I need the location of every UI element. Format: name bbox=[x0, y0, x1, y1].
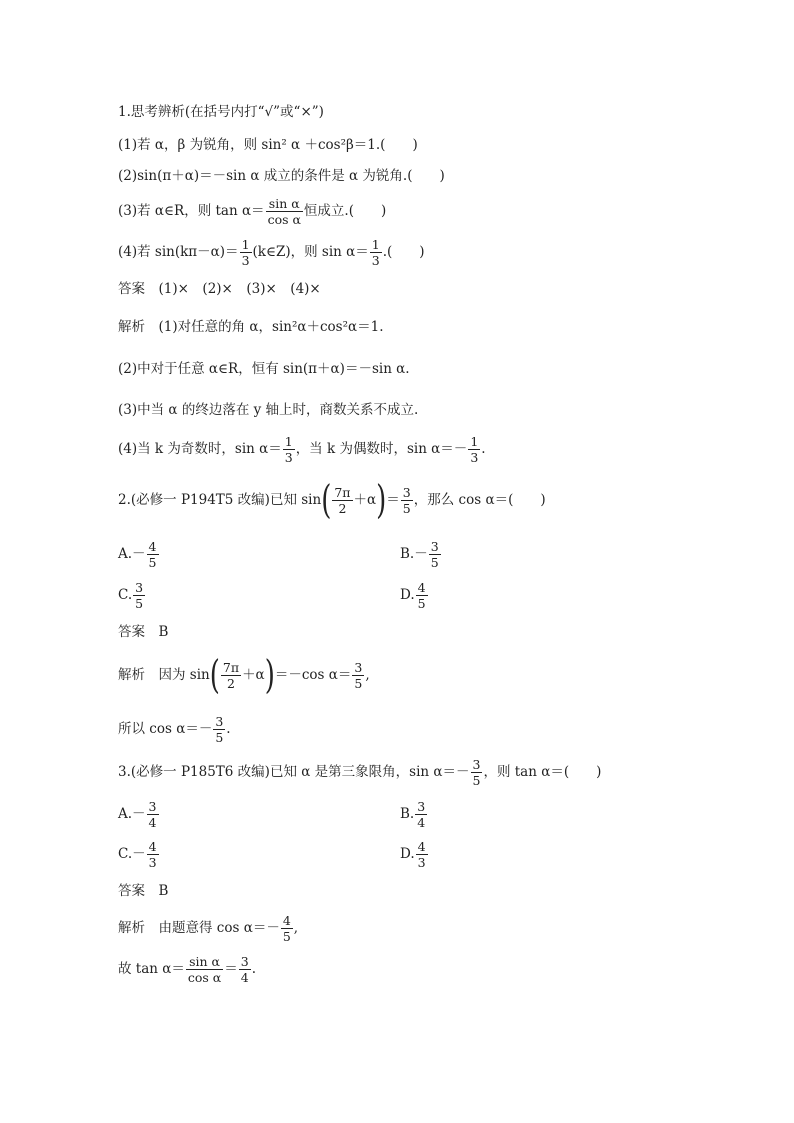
fraction-numerator: 3 bbox=[472, 757, 481, 772]
fraction-denominator: 5 bbox=[430, 555, 439, 570]
q1-explanation-4 bbox=[118, 434, 486, 465]
q1-explanation-3: (3)中当 α 的终边落在 y 轴上时，商数关系不成立. bbox=[118, 402, 419, 418]
fraction-denominator: 3 bbox=[371, 253, 380, 268]
fraction-denominator: 3 bbox=[470, 450, 479, 465]
fraction-denominator: 5 bbox=[472, 773, 481, 788]
q3-ex1-pre: 解析 由题意得 cos α＝－ bbox=[118, 920, 280, 936]
option-fraction bbox=[147, 839, 159, 870]
right-paren: ) bbox=[264, 653, 275, 698]
fraction-denominator: 4 bbox=[417, 815, 426, 830]
fraction-denominator: 5 bbox=[215, 730, 224, 745]
fraction-numerator: sin α bbox=[266, 196, 303, 212]
fraction-numerator: 3 bbox=[402, 485, 411, 500]
q2-stem-plus: ＋α bbox=[353, 492, 377, 508]
q1-ex4-mid: ，当 k 为偶数时，sin α＝－ bbox=[295, 441, 468, 457]
q1-item3-post: 恒成立.( ) bbox=[303, 203, 387, 219]
option-label: C.－ bbox=[118, 846, 146, 862]
fraction-denominator: 3 bbox=[417, 855, 426, 870]
q3-option-b[interactable] bbox=[400, 799, 428, 830]
fraction-numerator: 3 bbox=[240, 954, 249, 969]
option-label: A.－ bbox=[118, 806, 146, 822]
fraction-denominator: 2 bbox=[227, 676, 235, 691]
fraction-numerator: 4 bbox=[148, 839, 157, 854]
fraction-denominator: 5 bbox=[282, 929, 291, 944]
fraction-denominator: 5 bbox=[135, 596, 144, 611]
q2-stem-pre: 2.(必修一 P194T5 改编)已知 sin bbox=[118, 492, 322, 508]
q3-option-c[interactable] bbox=[118, 839, 160, 870]
fraction-denominator: 4 bbox=[240, 970, 249, 985]
fraction-numerator: 3 bbox=[215, 714, 224, 729]
option-label: D. bbox=[400, 846, 415, 862]
fraction-numerator: 4 bbox=[417, 839, 426, 854]
option-label: C. bbox=[118, 587, 133, 603]
q3-stem-fraction bbox=[471, 757, 483, 788]
fraction-numerator: 3 bbox=[430, 539, 439, 554]
q2-ex1-angle-fraction bbox=[221, 660, 241, 691]
q1-item3-pre: (3)若 α∈R，则 tan α＝ bbox=[118, 203, 265, 219]
q1-item4-fraction bbox=[240, 237, 252, 268]
fraction-denominator: 5 bbox=[402, 501, 411, 516]
fraction-numerator: sin α bbox=[186, 954, 223, 970]
q2-ex1-fraction bbox=[352, 660, 364, 691]
q3-stem-post: ，则 tan α＝( ) bbox=[483, 764, 602, 780]
option-label: B.－ bbox=[400, 546, 428, 562]
q1-item4-pre: (4)若 sin(kπ－α)＝ bbox=[118, 244, 239, 260]
q2-ex1-plus: ＋α bbox=[242, 667, 265, 683]
q2-ex2-pre: 所以 cos α＝－ bbox=[118, 721, 213, 737]
q2-stem-eq: ＝ bbox=[386, 492, 400, 508]
option-fraction bbox=[133, 580, 145, 611]
q2-option-c[interactable] bbox=[118, 580, 146, 611]
fraction-denominator: cos α bbox=[267, 212, 301, 227]
q3-option-a[interactable] bbox=[118, 799, 160, 830]
q1-item4-mid: (k∈Z)，则 sin α＝ bbox=[252, 244, 369, 260]
q2-option-d[interactable] bbox=[400, 580, 429, 611]
fraction-denominator: 4 bbox=[148, 815, 157, 830]
fraction-numerator: 4 bbox=[148, 539, 157, 554]
q2-ex1-eq: ＝－cos α＝ bbox=[274, 667, 352, 683]
option-fraction bbox=[416, 839, 428, 870]
q2-option-a[interactable] bbox=[118, 539, 160, 570]
q3-stem bbox=[118, 757, 601, 788]
q2-option-b[interactable] bbox=[400, 539, 442, 570]
q1-item4-post: .( ) bbox=[382, 244, 425, 260]
q1-ex4-fraction bbox=[283, 434, 295, 465]
q2-answer: 答案 B bbox=[118, 624, 169, 640]
fraction-numerator: 1 bbox=[284, 434, 293, 449]
q2-explanation-2 bbox=[118, 714, 231, 745]
q3-ex1-fraction bbox=[281, 913, 293, 944]
option-label: A.－ bbox=[118, 546, 146, 562]
fraction-numerator: 3 bbox=[135, 580, 144, 595]
q3-answer: 答案 B bbox=[118, 883, 169, 899]
q2-ex2-fraction bbox=[213, 714, 225, 745]
fraction-numerator: 3 bbox=[354, 660, 363, 675]
q2-stem-post: ，那么 cos α＝( ) bbox=[413, 492, 546, 508]
fraction-denominator: 3 bbox=[148, 855, 157, 870]
q1-ex4-fraction2 bbox=[468, 434, 480, 465]
q2-explanation-1 bbox=[118, 653, 370, 698]
fraction-numerator: 4 bbox=[282, 913, 291, 928]
option-label: B. bbox=[400, 806, 415, 822]
fraction-denominator: 5 bbox=[148, 555, 157, 570]
q1-item3 bbox=[118, 196, 386, 227]
option-fraction bbox=[429, 539, 441, 570]
q1-item3-fraction bbox=[266, 196, 303, 227]
fraction-numerator: 3 bbox=[148, 799, 157, 814]
option-fraction bbox=[415, 799, 427, 830]
option-fraction bbox=[147, 799, 159, 830]
left-paren: ( bbox=[321, 478, 332, 523]
right-paren: ) bbox=[376, 478, 387, 523]
option-fraction bbox=[416, 580, 428, 611]
q3-ex2-fraction2 bbox=[239, 954, 251, 985]
q1-ex4-post: . bbox=[481, 441, 486, 457]
option-fraction bbox=[147, 539, 159, 570]
q1-item2: (2)sin(π＋α)＝－sin α 成立的条件是 α 为锐角.( ) bbox=[118, 168, 445, 184]
q3-explanation-2 bbox=[118, 954, 256, 985]
q1-item1: (1)若 α，β 为锐角，则 sin² α ＋cos²β＝1.( ) bbox=[118, 137, 418, 153]
left-paren: ( bbox=[209, 653, 220, 698]
q2-ex1-post: , bbox=[365, 667, 370, 683]
q2-ex1-pre: 解析 因为 sin bbox=[118, 667, 210, 683]
q1-ex4-pre: (4)当 k 为奇数时，sin α＝ bbox=[118, 441, 282, 457]
fraction-denominator: 2 bbox=[338, 501, 347, 516]
fraction-numerator: 1 bbox=[241, 237, 250, 252]
q3-ex2-eq: ＝ bbox=[224, 961, 238, 977]
option-label: D. bbox=[400, 587, 415, 603]
fraction-numerator: 4 bbox=[417, 580, 426, 595]
q1-item4 bbox=[118, 237, 425, 268]
q1-item4-fraction2 bbox=[370, 237, 382, 268]
q3-ex2-fraction bbox=[186, 954, 223, 985]
q2-stem-fraction bbox=[401, 485, 413, 516]
q1-title: 1.思考辨析(在括号内打“√”或“×”) bbox=[118, 104, 324, 120]
q3-option-d[interactable] bbox=[400, 839, 429, 870]
q3-ex2-post: . bbox=[251, 961, 256, 977]
fraction-numerator: 1 bbox=[371, 237, 380, 252]
q2-stem-angle-fraction bbox=[332, 485, 352, 516]
fraction-denominator: 3 bbox=[241, 253, 250, 268]
q3-stem-pre: 3.(必修一 P185T6 改编)已知 α 是第三象限角，sin α＝－ bbox=[118, 764, 470, 780]
fraction-denominator: 3 bbox=[284, 450, 293, 465]
q1-answer: 答案 (1)× (2)× (3)× (4)× bbox=[118, 281, 321, 297]
fraction-numerator: 3 bbox=[417, 799, 426, 814]
q1-explanation-2: (2)中对于任意 α∈R，恒有 sin(π＋α)＝－sin α. bbox=[118, 361, 410, 377]
q3-explanation-1 bbox=[118, 913, 298, 944]
q3-ex1-post: , bbox=[293, 920, 299, 936]
fraction-numerator: 7π bbox=[222, 660, 240, 675]
q1-explanation-1: 解析 (1)对任意的角 α，sin²α＋cos²α＝1. bbox=[118, 319, 384, 335]
q3-ex2-pre: 故 tan α＝ bbox=[118, 961, 185, 977]
fraction-denominator: 5 bbox=[354, 676, 363, 691]
q2-stem bbox=[118, 478, 546, 523]
fraction-denominator: 5 bbox=[417, 596, 426, 611]
q2-ex2-post: . bbox=[226, 721, 231, 737]
fraction-numerator: 7π bbox=[334, 485, 351, 500]
fraction-numerator: 1 bbox=[470, 434, 479, 449]
fraction-denominator: cos α bbox=[187, 970, 222, 985]
